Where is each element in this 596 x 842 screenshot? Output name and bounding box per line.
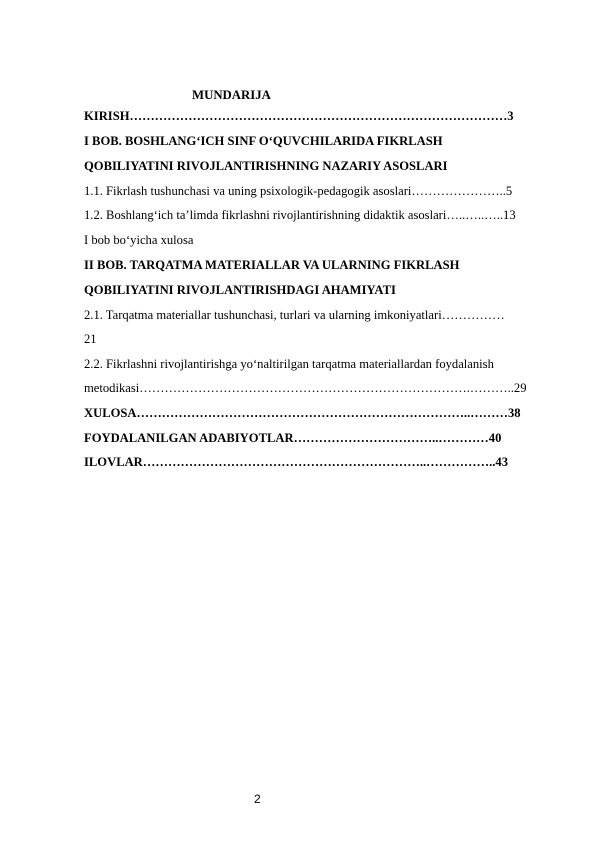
toc-entry-bibliography: FOYDALANILGAN ADABIYOTLAR……………………………..…………40	[84, 431, 502, 445]
toc-entry-chapter2-line2: QOBILIYATINI RIVOJLANTIRISHDAGI AHAMIYATI	[84, 283, 396, 297]
toc-entry-section-2-2-line2: metodikasi…………………………………………………………………….………..29	[84, 381, 527, 395]
toc-entry-chapter2-line1: II BOB. TARQATMA MATERIALLAR VA ULARNING FIKRLASH	[84, 258, 460, 272]
toc-entry-appendices: ILOVLAR…………………………………………………………..……………..43	[84, 455, 508, 469]
toc-entry-xulosa: XULOSA……………………………………………………………………..………38	[84, 406, 521, 420]
toc-entry-section-2-2-line1: 2.2. Fikrlashni rivojlantirishga yo‘naltirilgan tarqatma materiallardan foydalanish	[84, 357, 494, 371]
toc-entry-section-1-2: 1.2. Boshlang‘ich ta’limda fikrlashni rivojlantirishning didaktik asoslari…..…..…..13	[84, 208, 516, 222]
toc-entry-kirish: KIRISH………………………………………………………………………………3	[84, 109, 514, 123]
toc-title: MUNDARIJA	[192, 88, 271, 102]
toc-entry-chapter1-line2: QOBILIYATINI RIVOJLANTIRISHNING NAZARIY ASOSLARI	[84, 159, 448, 173]
page-number: 2	[254, 792, 261, 806]
toc-entry-section-2-1-page: 21	[84, 332, 97, 346]
toc-entry-section-1-1: 1.1. Fikrlash tushunchasi va uning psixologik-pedagogik asoslari…………………..5	[84, 184, 513, 198]
toc-entry-section-2-1: 2.1. Tarqatma materiallar tushunchasi, turlari va ularning imkoniyatlari……………	[84, 308, 505, 322]
toc-entry-chapter1-summary: I bob bo‘yicha xulosa	[84, 233, 194, 247]
toc-entry-chapter1-line1: I BOB. BOSHLANG‘ICH SINF O‘QUVCHILARIDA FIKRLASH	[84, 134, 443, 148]
